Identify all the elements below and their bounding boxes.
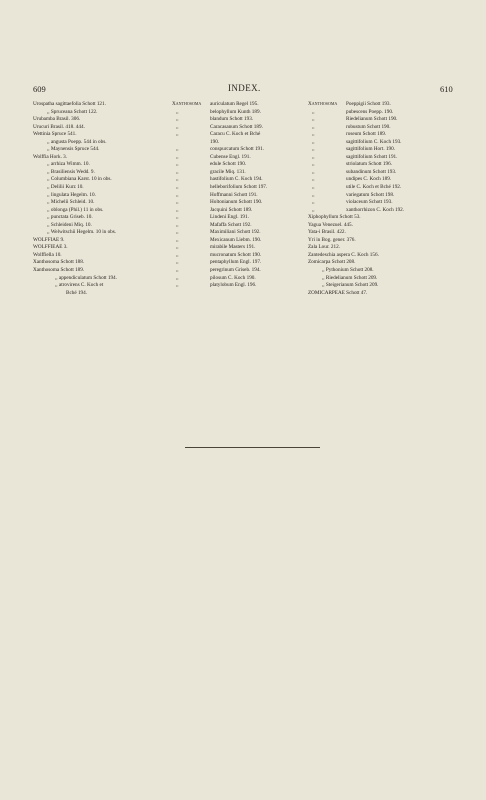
- entry-text: pilosum C. Koch 190.: [210, 274, 256, 281]
- entry-text: conspurcatum Schott 191.: [210, 146, 265, 153]
- ditto-mark: ,,: [308, 199, 315, 206]
- index-entry: [308, 124, 458, 132]
- index-entry: WOLFFIAE 9.: [33, 236, 65, 243]
- ditto-mark: ,,: [308, 191, 315, 198]
- entry-text: belophyllum Kunth 189.: [210, 108, 261, 115]
- entry-text: variegatum Schott 198.: [346, 191, 395, 198]
- index-entry: Wettinia Spruce 541.: [33, 131, 77, 138]
- entry-text: sagittifolium Hort. 190.: [346, 146, 395, 153]
- ditto-mark: ,,: [172, 168, 179, 175]
- index-entry: [308, 101, 458, 109]
- entry-text: hastifolium C. Koch 194.: [210, 176, 263, 183]
- ditto-mark: ,,: [172, 229, 179, 236]
- index-column-1: [33, 101, 168, 297]
- index-entry: [172, 109, 312, 117]
- ditto-mark: ,,: [172, 184, 179, 191]
- index-entry: [172, 252, 312, 260]
- ditto-mark: ,,: [172, 267, 179, 274]
- index-entry: ,, Schleideni Miq. 10.: [47, 221, 92, 228]
- ditto-mark: ,,: [172, 176, 179, 183]
- index-entry: Zantedeschia aspera C. Koch 156.: [308, 251, 379, 258]
- entry-text: pentaphyllum Engl. 197.: [210, 259, 262, 266]
- ditto-mark: ,,: [308, 206, 315, 213]
- ditto-mark: ,,: [172, 274, 179, 281]
- entry-text: undipes C. Koch 189.: [346, 176, 392, 183]
- ditto-mark: ,,: [308, 116, 315, 123]
- index-entry: [308, 116, 458, 124]
- index-entry: Zomicarpa Schott 208.: [308, 259, 356, 266]
- index-column-3: [308, 101, 458, 297]
- entry-text: Caracasanum Schott 189.: [210, 123, 263, 130]
- index-entry: [172, 176, 312, 184]
- ditto-mark: ,,: [308, 123, 315, 130]
- entry-text: Hoffmanni Schott 191.: [210, 191, 258, 198]
- index-entry: [172, 184, 312, 192]
- index-entry: Zala Lour. 212.: [308, 244, 340, 251]
- entry-text: Cubense Engl. 191.: [210, 153, 251, 160]
- entry-text: xanthorrhizon C. Koch 192.: [346, 206, 405, 213]
- index-entry: Xanthosoma Schott 188.: [33, 259, 85, 266]
- ditto-mark: ,,: [172, 214, 179, 221]
- index-entry: ,, Brasiliensis Wedd. 9.: [47, 168, 95, 175]
- index-entry: [172, 131, 312, 139]
- ditto-mark: ,,: [172, 236, 179, 243]
- index-entry: Wolffiella 10.: [33, 251, 62, 258]
- ditto-mark: ,,: [308, 184, 315, 191]
- entry-text: striolatum Schott 196.: [346, 161, 392, 168]
- index-entry: ,, angusta Poepp. 544 in obs.: [47, 138, 107, 145]
- entry-text: platylobum Engl. 196.: [210, 282, 257, 289]
- index-entry: [172, 259, 312, 267]
- ditto-mark: ,,: [308, 146, 315, 153]
- index-entry: [172, 237, 312, 245]
- index-entry: [172, 192, 312, 200]
- index-entry: [308, 169, 458, 177]
- entry-text: blandum Schott 193.: [210, 116, 254, 123]
- ditto-mark: ,,: [172, 116, 179, 123]
- genus-label: Xanthosoma: [308, 101, 338, 107]
- index-entry: Yri in Bog. gener. 376.: [308, 236, 356, 243]
- index-entry: [172, 207, 312, 215]
- ditto-mark: ,,: [308, 161, 315, 168]
- index-entry: ,, Riedelianum Schott 209.: [322, 274, 378, 281]
- entry-text: roseum Schott 189.: [346, 131, 387, 138]
- index-entry: Bché 194.: [66, 289, 88, 296]
- entry-text: Mafaffa Schott 192.: [210, 221, 252, 228]
- index-entry: [172, 161, 312, 169]
- index-entry: Yata-i Brasil. 422.: [308, 229, 346, 236]
- running-title: INDEX.: [228, 83, 261, 93]
- index-entry: [308, 109, 458, 117]
- index-entry: [172, 267, 312, 275]
- ditto-mark: ,,: [172, 251, 179, 258]
- index-entry: [172, 282, 312, 290]
- index-entry: [308, 146, 458, 154]
- index-entry: [172, 222, 312, 230]
- index-entry: [172, 244, 312, 252]
- index-entry: [308, 184, 458, 192]
- entry-text: robustum Schott 190.: [346, 123, 391, 130]
- entry-text: edule Schott 190.: [210, 161, 247, 168]
- index-entry: [308, 161, 458, 169]
- index-entry: [172, 124, 312, 132]
- ditto-mark: ,,: [172, 108, 179, 115]
- index-entry: ,, Steigerianum Schott 209.: [322, 282, 379, 289]
- entry-text: 190.: [210, 138, 220, 145]
- ditto-mark: ,,: [308, 176, 315, 183]
- index-entry: ,, Spruceana Schott 122.: [47, 108, 98, 115]
- entry-text: subandinum Schott 193.: [346, 168, 397, 175]
- ditto-mark: ,,: [172, 161, 179, 168]
- entry-text: Maximiliani Schott 192.: [210, 229, 261, 236]
- entry-text: Riedelianum Schott 190.: [346, 116, 398, 123]
- ditto-mark: ,,: [172, 244, 179, 251]
- ditto-mark: ,,: [308, 131, 315, 138]
- index-entry: ,, Delilii Kurz 10.: [47, 184, 84, 191]
- index-entry: Wolffia Hork. 3.: [33, 153, 68, 160]
- index-entry: [172, 214, 312, 222]
- index-entry: Urospatha sagittaefolia Schott 121.: [33, 101, 106, 107]
- index-entry: [172, 116, 312, 124]
- index-entry: ,, atrovirens C. Koch et: [55, 282, 104, 289]
- entry-text: Poeppigii Schott 193.: [346, 101, 391, 107]
- index-entry: Urubamba Brasil. 306.: [33, 116, 81, 123]
- index-entry: [172, 275, 312, 283]
- ditto-mark: ,,: [172, 199, 179, 206]
- ditto-mark: ,,: [172, 123, 179, 130]
- ditto-mark: ,,: [172, 146, 179, 153]
- index-entry: ,, arrhiza Wimm. 10.: [47, 161, 90, 168]
- index-entry: ,, Columbiana Karst. 10 in obs.: [47, 176, 112, 183]
- index-entry: [308, 199, 458, 207]
- index-entry: [172, 154, 312, 162]
- ditto-mark: ,,: [172, 206, 179, 213]
- genus-label: Xanthosoma: [172, 101, 202, 107]
- entry-text: Caracu C. Koch et Bché: [210, 131, 261, 138]
- index-entry: [172, 229, 312, 237]
- index-entry: [308, 207, 458, 215]
- right-page-number: 610: [440, 84, 453, 94]
- left-page-number: 609: [33, 84, 46, 94]
- entry-text: peregrinum Griseb. 194.: [210, 267, 261, 274]
- index-entry: [172, 146, 312, 154]
- entry-text: Jacquini Schott 189.: [210, 206, 253, 213]
- entry-text: Mexicanum Liebm. 190.: [210, 236, 262, 243]
- index-entry: [172, 199, 312, 207]
- ditto-mark: ,,: [172, 259, 179, 266]
- index-entry: [308, 154, 458, 162]
- entry-text: mucronatum Schott 190.: [210, 251, 262, 258]
- index-entry: [308, 131, 458, 139]
- index-entry: ,, Welwitschii Hegelm. 10 in obs.: [47, 229, 117, 236]
- index-entry: [172, 139, 312, 147]
- ditto-mark: ,,: [308, 168, 315, 175]
- index-entry: [172, 101, 312, 109]
- entry-text: sagittifolium C. Koch 193.: [346, 138, 402, 145]
- index-entry: ,, punctata Griseb. 10.: [47, 214, 93, 221]
- ditto-mark: ,,: [172, 221, 179, 228]
- entry-text: Lindeni Engl. 191.: [210, 214, 249, 221]
- entry-text: pubescens Poepp. 190.: [346, 108, 394, 115]
- ditto-mark: ,,: [172, 191, 179, 198]
- ditto-mark: ,,: [308, 138, 315, 145]
- entry-text: sagittifolium Schott 191.: [346, 153, 398, 160]
- index-entry: Urucuri Brasil. 418. 444.: [33, 123, 85, 130]
- index-column-2: [172, 101, 312, 290]
- index-entry: ,, Michelii Schleid. 10.: [47, 199, 95, 206]
- ditto-mark: ,,: [172, 153, 179, 160]
- entry-text: auriculatum Regel 195.: [210, 101, 259, 107]
- index-entry: ,, appendiculatum Schott 194.: [55, 274, 117, 281]
- ditto-mark: ,,: [308, 108, 315, 115]
- index-entry: ,, Maynensis Spruce 544.: [47, 146, 100, 153]
- index-entry: WOLFFIEAE 3.: [33, 244, 68, 251]
- index-entry: ,, oblonga (Phil.) 11 in obs.: [47, 206, 104, 213]
- entry-text: gracile Miq. 131.: [210, 168, 246, 175]
- index-entry: Xanthosoma Schott 189.: [33, 267, 85, 274]
- index-entry: Xiphophyllum Schott 53.: [308, 214, 361, 221]
- entry-text: helleborifolium Schott 197.: [210, 184, 268, 191]
- index-entry: Yagua Venezuel. 445.: [308, 221, 353, 228]
- index-entry: [308, 192, 458, 200]
- entry-text: utile C. Koch et Bché 192.: [346, 184, 402, 191]
- ditto-mark: ,,: [172, 131, 179, 138]
- ditto-mark: ,,: [308, 153, 315, 160]
- index-entry: ,, lingulata Hegelm. 10.: [47, 191, 96, 198]
- ditto-mark: ,,: [172, 282, 179, 289]
- entry-text: violaceum Schott 193.: [346, 199, 393, 206]
- entry-text: Holtonianum Schott 190.: [210, 199, 263, 206]
- index-entry: ,, Pythonium Schott 208.: [322, 267, 374, 274]
- index-entry: ZOMICARPEAE Schott 47.: [308, 289, 368, 296]
- end-rule: [185, 447, 320, 448]
- index-entry: [308, 176, 458, 184]
- entry-text: mirabile Masters 191.: [210, 244, 256, 251]
